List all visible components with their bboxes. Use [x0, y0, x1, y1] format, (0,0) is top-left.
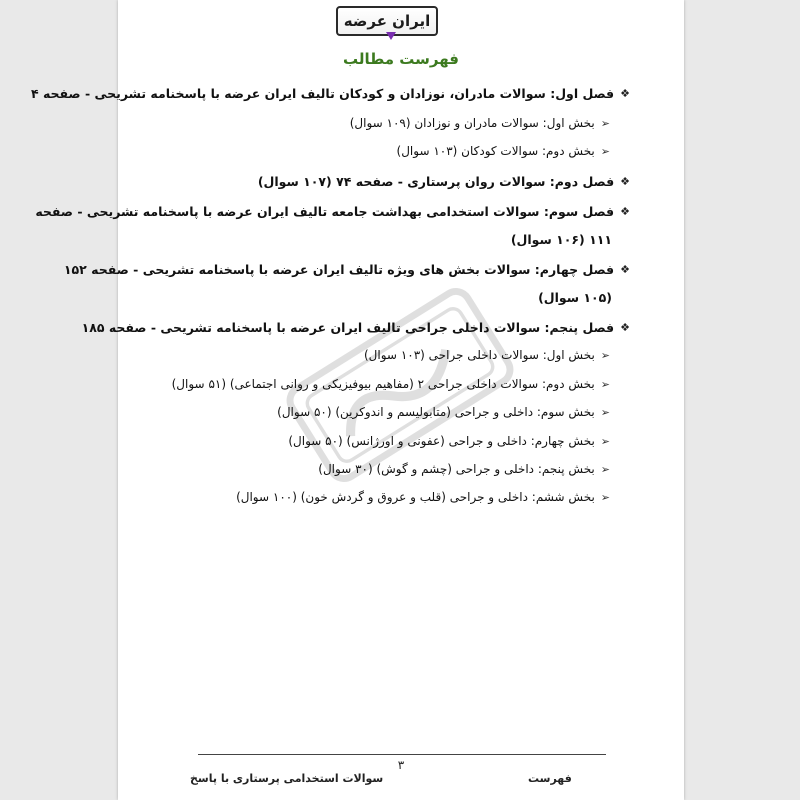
toc-section-5-2[interactable]: ➢ بخش دوم: سوالات داخلی جراحی ۲ (مفاهیم بیوفیزیکی و روانی اجتماعی) (۵۱ سوال)	[171, 377, 610, 391]
footer-book-title: سوالات استخدامی پرستاری با پاسخ	[190, 772, 384, 785]
toc-chapter-2[interactable]: ❖ فصل دوم: سوالات روان پرستاری - صفحه ۷۴ (۱۰۷ سوال)	[257, 174, 630, 189]
toc-section-5-6[interactable]: ➢ بخش ششم: داخلی و جراحی (قلب و عروق و گردش خون) (۱۰۰ سوال)	[236, 490, 610, 504]
arrowhead-bullet-icon: ➢	[600, 144, 610, 158]
diamond-bullet-icon: ❖	[620, 87, 630, 100]
toc-section-5-5[interactable]: ➢ بخش پنجم: داخلی و جراحی (چشم و گوش) (۳۰ سوال)	[318, 462, 610, 476]
diamond-bullet-icon: ❖	[620, 205, 630, 218]
arrowhead-bullet-icon: ➢	[600, 434, 610, 448]
page-number: ۳	[397, 758, 405, 772]
footer-divider	[198, 754, 606, 755]
toc-chapter-3-cont: ۱۱۱ (۱۰۶ سوال)	[510, 232, 612, 247]
arrowhead-bullet-icon: ➢	[600, 116, 610, 130]
toc-section-5-1[interactable]: ➢ بخش اول: سوالات داخلی جراحی (۱۰۳ سوال)	[364, 348, 610, 362]
toc-chapter-4-cont: (۱۰۵ سوال)	[538, 290, 612, 305]
diamond-bullet-icon: ❖	[620, 321, 630, 334]
toc-section-5-4[interactable]: ➢ بخش چهارم: داخلی و جراحی (عفونی و اورژانس) (۵۰ سوال)	[288, 434, 610, 448]
arrowhead-bullet-icon: ➢	[600, 405, 610, 419]
diamond-bullet-icon: ❖	[620, 263, 630, 276]
toc-section-1-1[interactable]: ➢ بخش اول: سوالات مادران و نوزادان (۱۰۹ سوال)	[349, 116, 610, 130]
arrowhead-bullet-icon: ➢	[600, 490, 610, 504]
arrowhead-bullet-icon: ➢	[600, 462, 610, 476]
toc-section-1-2[interactable]: ➢ بخش دوم: سوالات کودکان (۱۰۳ سوال)	[396, 144, 610, 158]
arrowhead-bullet-icon: ➢	[600, 377, 610, 391]
arrowhead-bullet-icon: ➢	[600, 348, 610, 362]
toc-chapter-1[interactable]: ❖ فصل اول: سوالات مادران، نوزادان و کودکان تالیف ایران عرضه با پاسخنامه تشریحی - صفحه ۴	[30, 86, 630, 101]
toc-chapter-5[interactable]: ❖ فصل پنجم: سوالات داخلی جراحی تالیف ایران عرضه با پاسخنامه تشریحی - صفحه ۱۸۵	[81, 320, 630, 335]
toc-section-5-3[interactable]: ➢ بخش سوم: داخلی و جراحی (متابولیسم و اندوکرین) (۵۰ سوال)	[277, 405, 610, 419]
diamond-bullet-icon: ❖	[620, 175, 630, 188]
logo-text: ایران عرضه	[343, 12, 431, 30]
footer-section-title: فهرست	[528, 772, 572, 785]
toc-chapter-4[interactable]: ❖ فصل چهارم: سوالات بخش های ویژه تالیف ایران عرضه با پاسخنامه تشریحی - صفحه ۱۵۲	[63, 262, 630, 277]
toc-chapter-3[interactable]: ❖ فصل سوم: سوالات استخدامی بهداشت جامعه تالیف ایران عرضه با پاسخنامه تشریحی - صفحه	[35, 204, 630, 219]
page-title: فهرست مطالب	[343, 50, 459, 68]
